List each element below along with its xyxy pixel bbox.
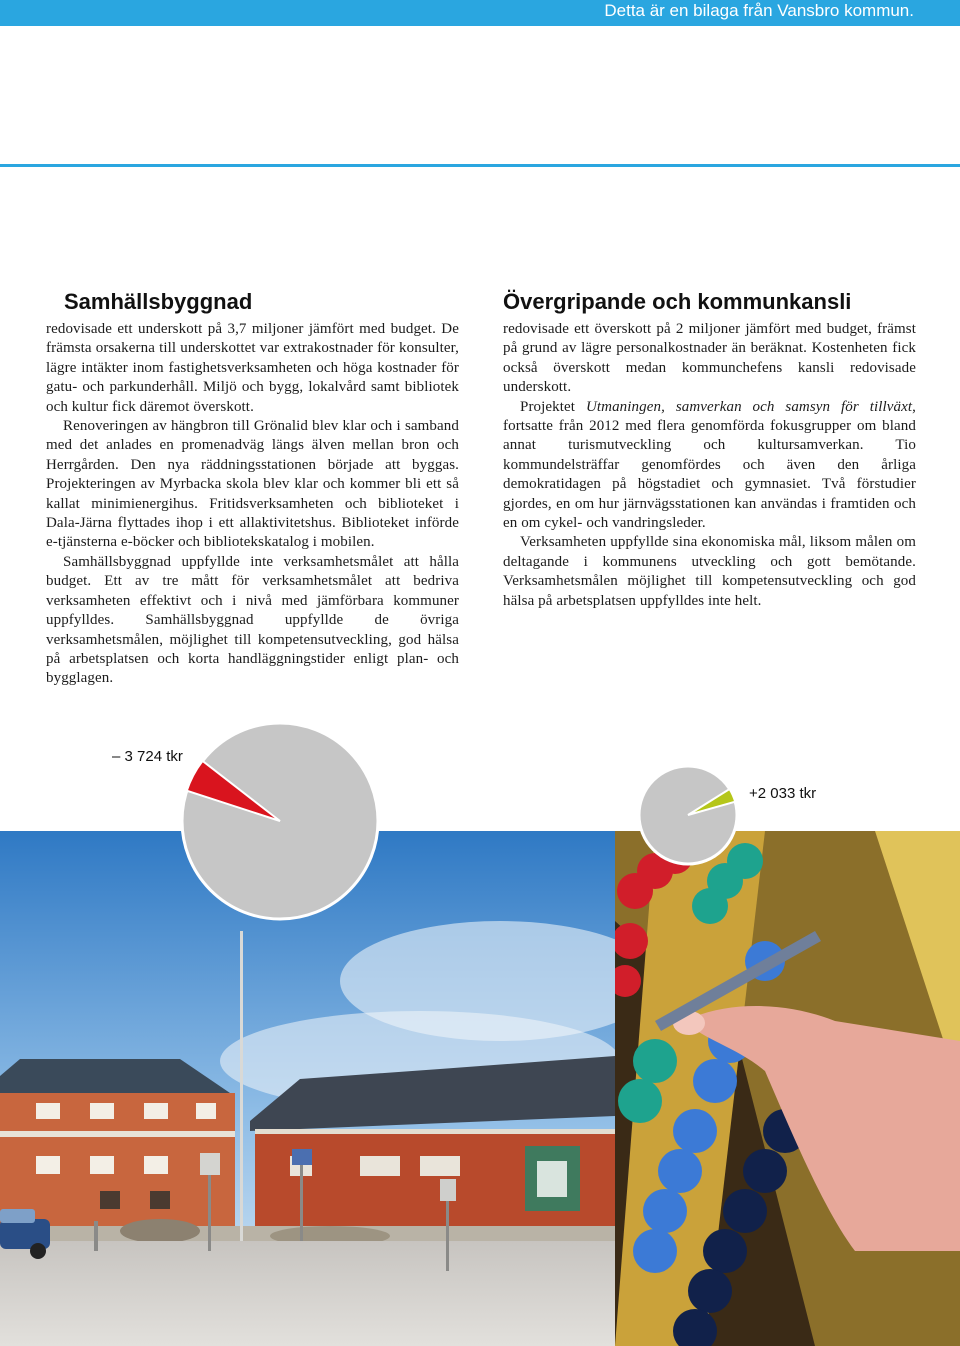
body-paragraph: Verksamheten uppfyllde sina ekonomiska mål, liksom målen om deltagande i kommunens utveckling och gott bemötande. Verksamhetsmålen möjlighet till kompetensutveckling och god hälsa på arbetsplatsen uppfylldes inte helt. [503, 534, 916, 609]
samhallsbyggnad-section [46, 286, 459, 689]
surplus-label: +2 033 tkr [749, 785, 817, 802]
banner-tagline: Detta är en bilaga från Vansbro kommun. [604, 1, 914, 20]
text-run: , fortsatte från 2012 med flera genomförda fokusgrupper om bland annat turismutveckling och kultursamverkan. Tio kommundelsträffar genomfördes och även den årliga demokratidagen på högstadiet och gymnasiet. Två förstudier gjordes, en om hur järnvägsstationen kan användas i framtiden och en om cykel- och vandringsleder. [503, 398, 917, 532]
body-paragraph [503, 398, 916, 534]
body-paragraph: redovisade ett överskott på 2 miljoner jämfört med budget, främst på grund av lägre personalkostnader än beräknat. Kostenheten fick också överskott medan kommunchefens kansli redovisade underskott. [503, 321, 916, 396]
body-paragraph: Renoveringen av hängbron till Grönalid blev klar och i samband med det anlades en promenadväg längs älven mellan bron och Herrgården. Den nya räddningsstationen började att byggas. Projekteringen av Myrbacka skola blev klar och kommer bli ett så kallat minimienergihus. Fritidsverksamheten och biblioteket i Dala-Järna flyttades ihop i ett allaktivitetshus. Biblioteket införde e-tjänsterna e-böcker och bibliotekskatalog i mobilen. [46, 418, 459, 551]
divider-rule [0, 164, 960, 167]
section-title: Övergripande och kommunkansli [503, 289, 852, 314]
deficit-label: – 3 724 tkr [112, 748, 183, 765]
surplus-pie-chart [636, 763, 740, 867]
body-paragraph: redovisade ett underskott på 3,7 miljoner jämfört med budget. De främsta orsakerna till underskottet var extrakostnader för konsulter, lägre intäkter inom fastighetsverksamheten och höga kostnader för gatu- och parkunderhåll. Miljö och bygg, lokalvård samt bibliotek och kultur fick däremot överskott. [46, 321, 459, 415]
top-banner [0, 0, 960, 26]
section-title: Samhällsbyggnad [64, 289, 253, 314]
text-run: Projektet [520, 398, 586, 415]
abacus-photo [615, 831, 960, 1346]
body-paragraph: Samhällsbyggnad uppfyllde inte verksamhetsmålet att hålla budget. Ett av tre mått för verksamhetsmålet att bedriva verksamheten effektivt och i nivå med jämförbara kommuner uppfylldes. Samhällsbyggnad uppfyllde de övriga verksamhetsmålen, möjlighet till kompetensutveckling, god hälsa på arbetsplatsen och korta handläggningstider enligt plan- och bygglagen. [46, 553, 459, 687]
kommunkansli-section [503, 286, 916, 611]
deficit-pie-chart [179, 720, 381, 922]
project-name: Utmaningen, samverkan och samsyn för tillväxt [585, 398, 913, 415]
